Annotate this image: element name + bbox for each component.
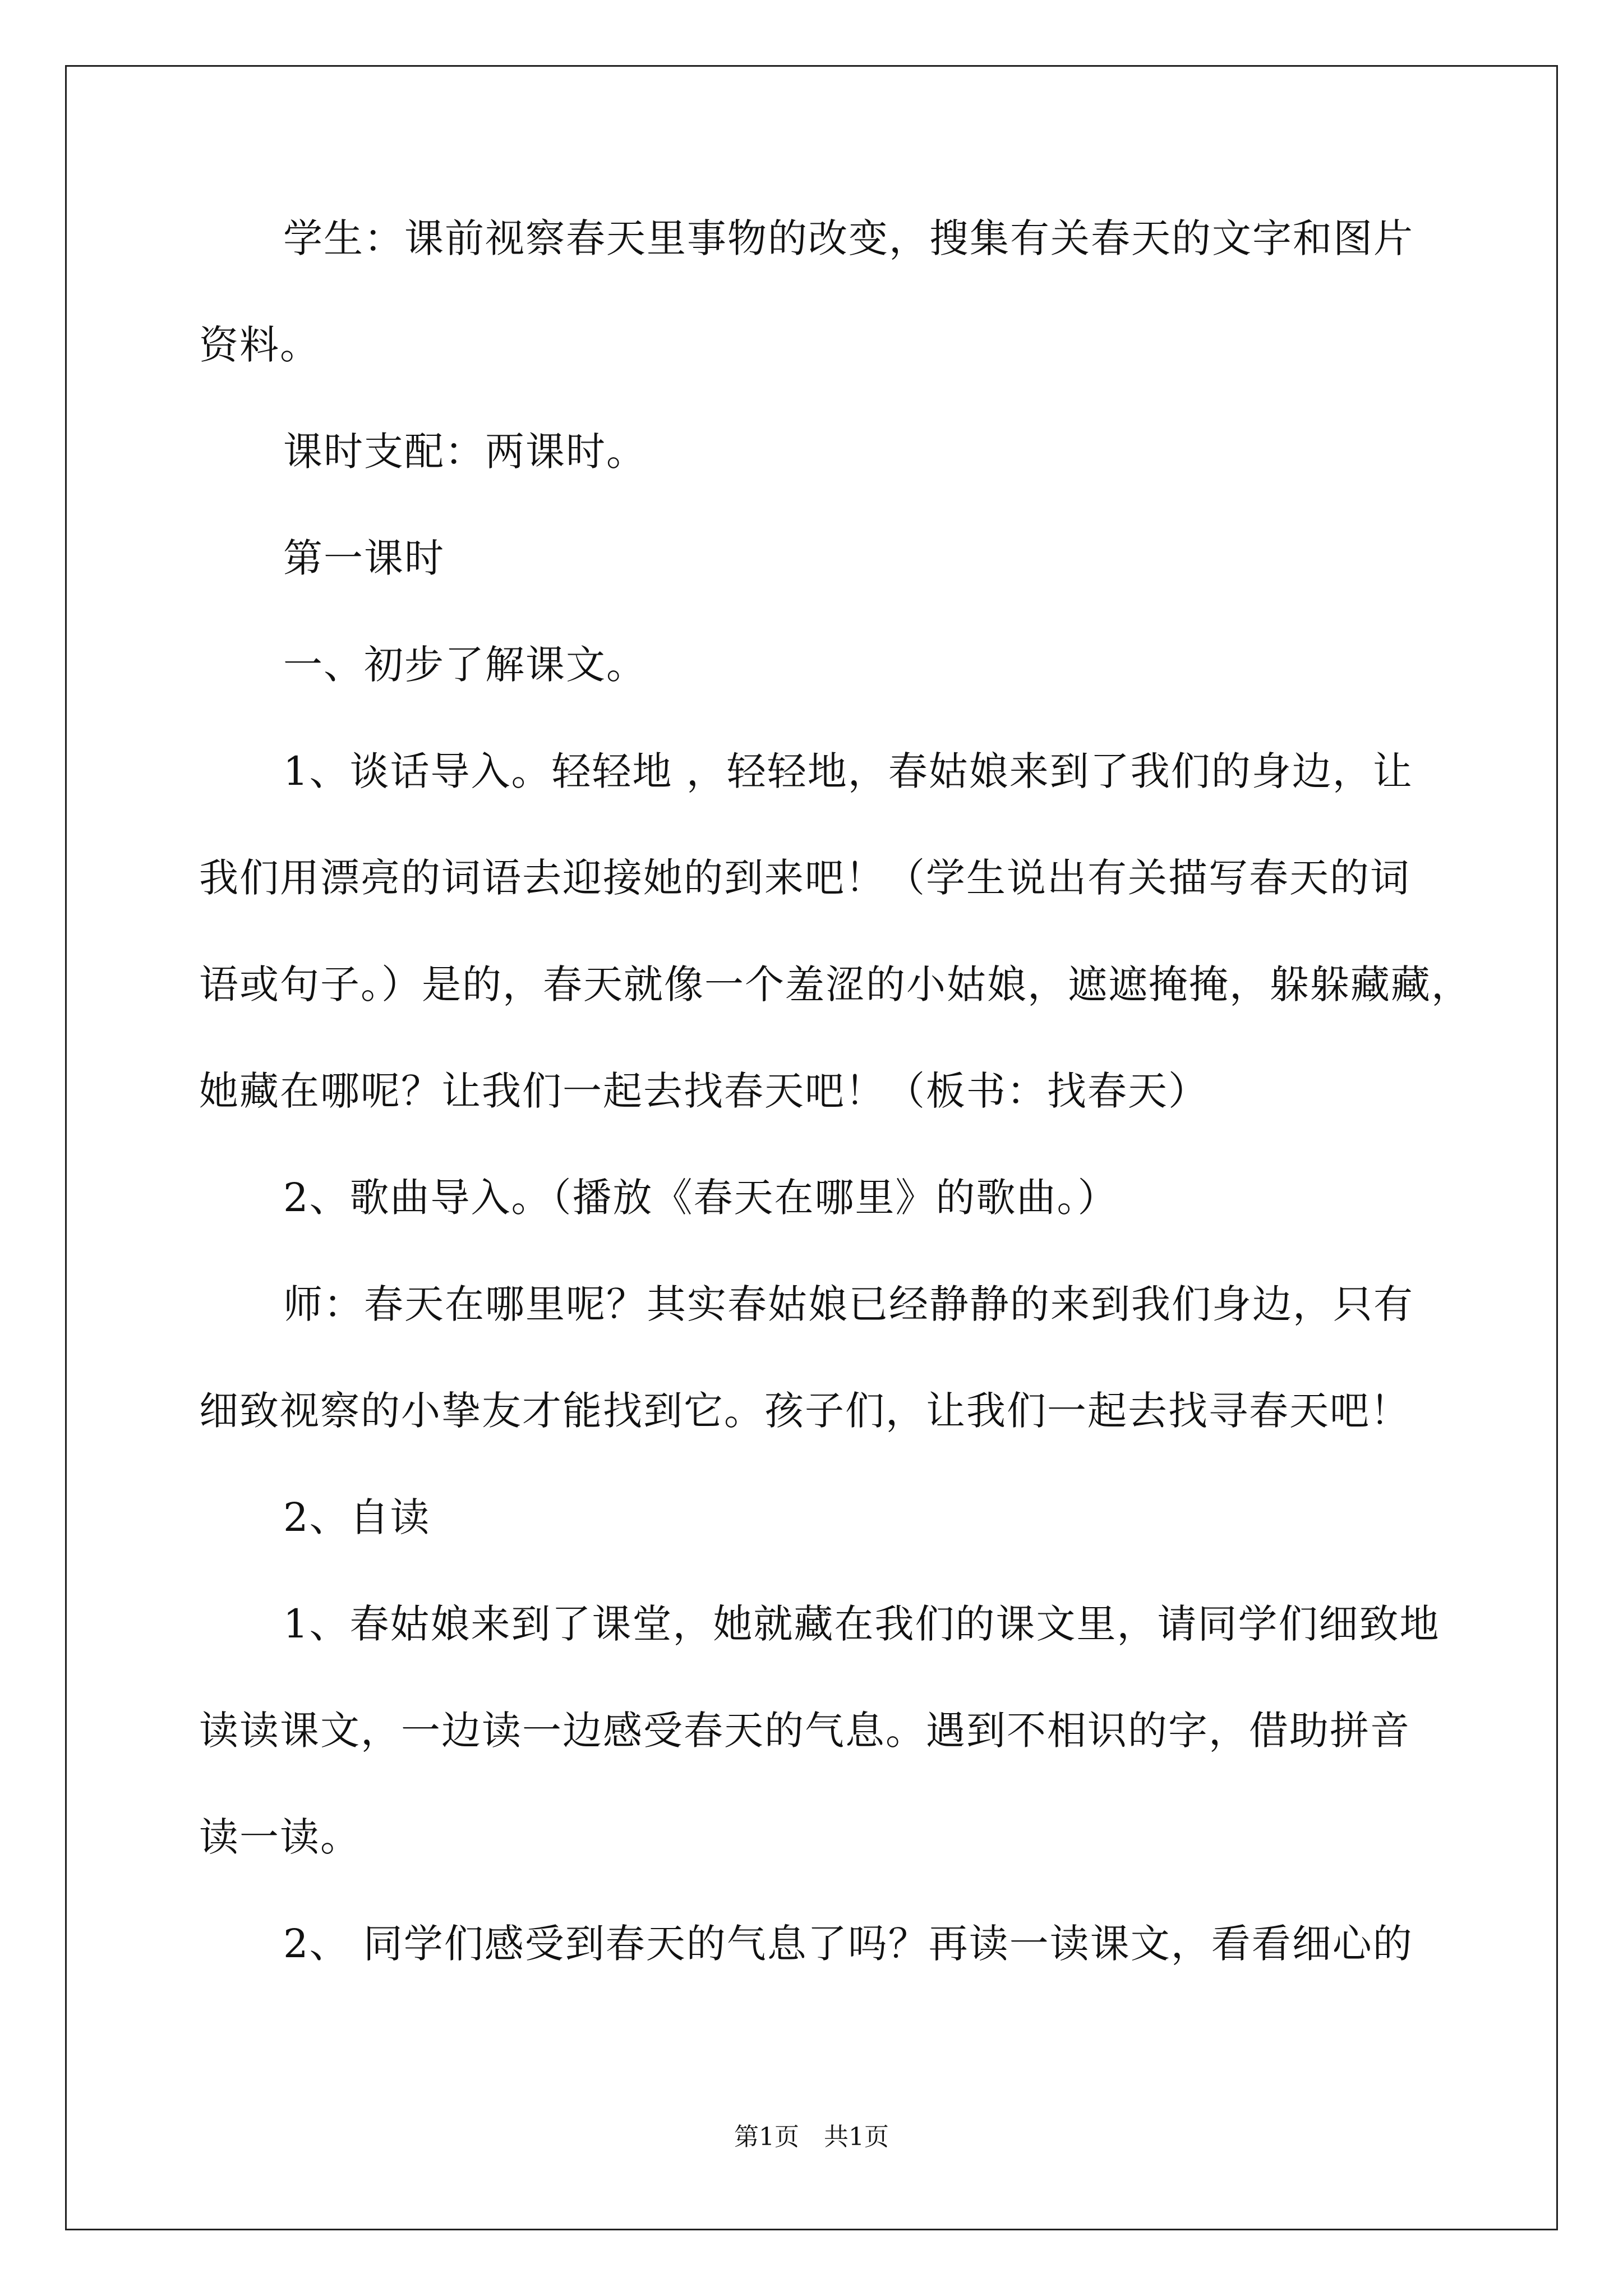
paragraph-line: 语或句子。）是的，春天就像一个羞涩的小姑娘，遮遮掩掩，躲躲藏藏，	[199, 961, 1472, 1007]
section-heading: 一、初步了解课文。	[283, 642, 647, 688]
paragraph-line: 我们用漂亮的词语去迎接她的到来吧！（学生说出有关描写春天的词	[199, 855, 1410, 901]
paragraph-line: 读读课文，一边读一边感受春天的气息。遇到不相识的字，借助拼音	[199, 1708, 1410, 1754]
section-heading: 2、自读	[283, 1494, 431, 1540]
page-border	[65, 65, 1558, 2230]
page-number-footer: 第1页 共1页	[734, 2123, 889, 2151]
paragraph-line: 2、歌曲导入。（播放《春天在哪里》的歌曲。）	[283, 1175, 1118, 1221]
paragraph-line: 资料。	[199, 322, 320, 368]
paragraph-line: 她藏在哪呢？让我们一起去找春天吧！（板书：找春天）	[199, 1068, 1209, 1114]
paragraph-line: 2、 同学们感受到春天的气息了吗？再读一读课文，看看细心的	[283, 1921, 1413, 1967]
paragraph-line: 细致视察的小挚友才能找到它。孩子们，让我们一起去找寻春天吧！	[199, 1388, 1410, 1434]
paragraph-line: 师：春天在哪里呢？其实春姑娘已经静静的来到我们身边，只有	[283, 1281, 1414, 1327]
paragraph-line: 学生：课前视察春天里事物的改变，搜集有关春天的文字和图片	[283, 215, 1414, 261]
paragraph-line: 1、谈话导入。轻轻地 ，轻轻地，春姑娘来到了我们的身边，让	[283, 748, 1413, 794]
paragraph-line: 1、春姑娘来到了课堂，她就藏在我们的课文里，请同学们细致地	[283, 1601, 1440, 1647]
section-heading: 第一课时	[283, 535, 445, 581]
paragraph-line: 课时支配：两课时。	[283, 429, 647, 475]
paragraph-line: 读一读。	[199, 1814, 361, 1860]
